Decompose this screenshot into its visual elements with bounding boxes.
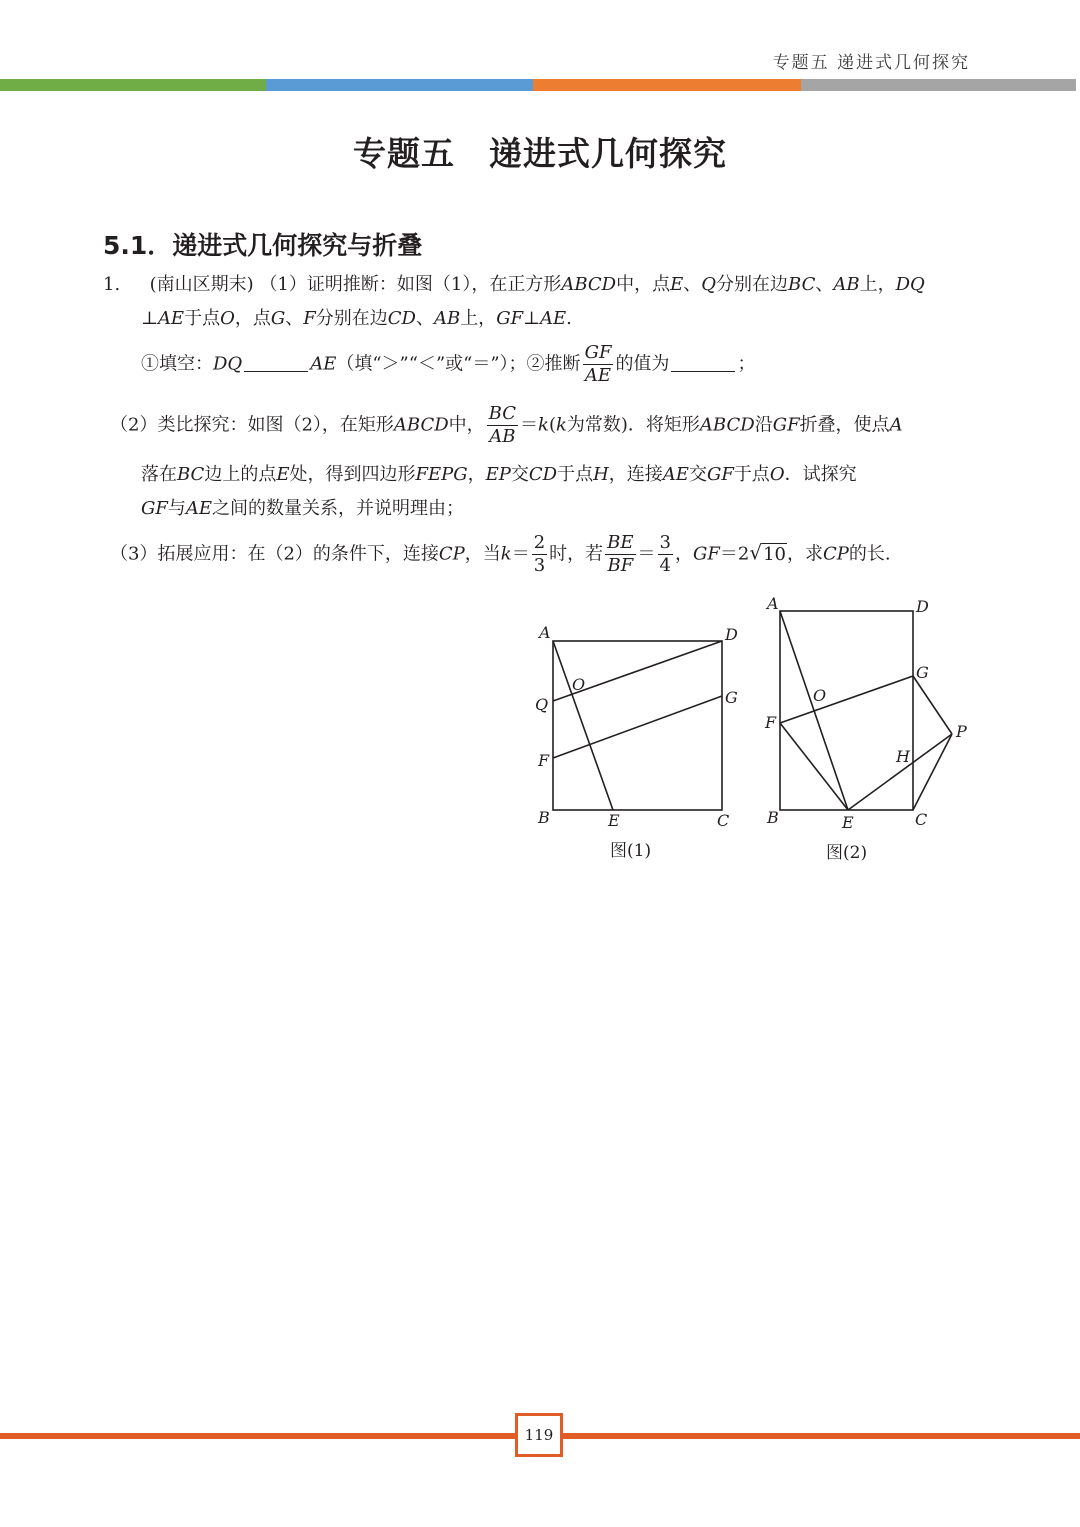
square-abcd xyxy=(553,641,722,810)
label-B: B xyxy=(767,808,779,827)
label-G: G xyxy=(725,688,738,707)
text: ( xyxy=(548,414,556,436)
problem-number: 1. xyxy=(103,274,121,295)
fraction-numerator: 3 xyxy=(659,532,671,553)
text: 于点 xyxy=(184,308,221,329)
segment-ae xyxy=(553,641,613,810)
label-D: D xyxy=(725,625,738,644)
math-symbol: CD xyxy=(528,464,558,485)
segment-fe xyxy=(780,723,848,810)
segment-fg xyxy=(780,676,913,723)
text: ⊥ xyxy=(523,308,540,329)
color-bar-green xyxy=(0,79,266,91)
sqrt-radicand: 10 xyxy=(763,543,786,565)
text: 之间的数量关系，并说明理由； xyxy=(212,498,465,519)
math-symbol: k xyxy=(538,414,549,436)
text: 、 xyxy=(285,308,304,329)
math-symbol: DQ xyxy=(213,353,243,375)
figure-1 xyxy=(553,641,722,810)
segment-ep xyxy=(848,734,952,810)
problem-line-2 xyxy=(141,307,572,331)
text: ．试探究 xyxy=(784,464,857,485)
text: ； xyxy=(737,353,756,375)
label-C: C xyxy=(717,811,730,830)
math-symbol: DQ xyxy=(895,274,925,295)
text: 分别在边 xyxy=(315,308,388,329)
math-symbol: k xyxy=(555,414,567,436)
label-C: C xyxy=(915,810,928,829)
text: 边上的点 xyxy=(204,464,277,485)
text: （2）类比探究：如图（2），在矩形 xyxy=(110,414,394,436)
math-symbol: FEPG xyxy=(415,464,468,485)
figures xyxy=(525,590,985,874)
fraction-denominator: 4 xyxy=(659,555,671,576)
math-symbol: BC xyxy=(788,274,816,295)
math-symbol: EP xyxy=(485,464,511,485)
math-symbol: H xyxy=(593,464,609,485)
fraction-two-thirds xyxy=(532,532,547,577)
text: 落在 xyxy=(141,464,177,485)
problem-part2-line-2 xyxy=(141,463,857,487)
fraction-three-quarters xyxy=(658,532,673,577)
label-D: D xyxy=(916,597,929,616)
label-E: E xyxy=(842,813,854,832)
label-B: B xyxy=(538,808,550,827)
label-A: A xyxy=(539,623,551,642)
problem-part2-line-1 xyxy=(110,403,903,448)
fraction-numerator: BC xyxy=(488,403,517,424)
math-symbol: CP xyxy=(438,543,465,565)
math-symbol: GF xyxy=(496,308,524,329)
problem-source: (南山区期末) xyxy=(149,274,254,295)
section-heading: 5.1．递进式几何探究与折叠 xyxy=(103,231,423,260)
math-symbol: GF xyxy=(706,464,734,485)
label-O: O xyxy=(572,675,586,694)
segment-fg xyxy=(553,696,722,758)
label-F: F xyxy=(538,751,550,770)
math-symbol: A xyxy=(889,414,903,436)
text: . xyxy=(566,308,572,329)
text: 于点 xyxy=(557,464,594,485)
figure-2 xyxy=(780,611,952,810)
text: ， xyxy=(467,464,486,485)
text: 分别在边 xyxy=(716,274,789,295)
math-symbol: ABCD xyxy=(393,414,449,436)
math-symbol: AE xyxy=(540,308,567,329)
fraction-bc-over-ab xyxy=(487,403,518,448)
math-symbol: BC xyxy=(177,464,205,485)
text: 于点 xyxy=(733,464,770,485)
text: （3）拓展应用：在（2）的条件下，连接 xyxy=(110,543,439,565)
text: （填“＞”“＜”或“＝”）；②推断 xyxy=(336,353,581,375)
answer-blank xyxy=(244,353,308,372)
label-E: E xyxy=(608,811,620,830)
label-O: O xyxy=(813,686,827,705)
math-symbol: Q xyxy=(701,274,717,295)
math-symbol: AE xyxy=(157,308,185,329)
text: ，连接 xyxy=(608,464,663,485)
fraction-denominator: BF xyxy=(607,555,634,576)
page-number: 119 xyxy=(515,1413,563,1457)
text: 交 xyxy=(688,464,707,485)
text: 折叠，使点 xyxy=(799,414,890,436)
text: 为常数)．将矩形 xyxy=(566,414,700,436)
text: 中，点 xyxy=(616,274,671,295)
label-H: H xyxy=(896,747,910,766)
math-symbol: AE xyxy=(185,498,213,519)
math-symbol: k xyxy=(500,543,512,565)
text: （1）证明推断：如图（1），在正方形 xyxy=(259,274,562,295)
segment-gp xyxy=(913,676,952,734)
text: ，当 xyxy=(464,543,501,565)
fraction-numerator: BE xyxy=(607,532,634,553)
math-symbol: E xyxy=(276,464,290,485)
rectangle-abcd xyxy=(780,611,913,810)
math-symbol: E xyxy=(670,274,684,295)
text: 、 xyxy=(815,274,834,295)
text: ，求 xyxy=(786,543,823,565)
text: ＝ xyxy=(511,543,530,565)
math-symbol: GF xyxy=(772,414,800,436)
fraction-denominator: AE xyxy=(584,365,612,386)
geometry-figures xyxy=(525,590,985,870)
math-symbol: GF xyxy=(693,543,720,565)
fraction-denominator: 3 xyxy=(533,555,546,576)
text: 、 xyxy=(683,274,702,295)
problem-line-1 xyxy=(103,273,925,297)
math-symbol: ABCD xyxy=(699,414,755,436)
text: ⊥ xyxy=(141,308,158,329)
problem-part2-line-3 xyxy=(141,497,464,521)
label-P: P xyxy=(956,722,967,741)
text: 时，若 xyxy=(549,543,604,565)
text: ，点 xyxy=(234,308,271,329)
figure-2-caption: 图(2) xyxy=(826,843,868,863)
label-G: G xyxy=(916,663,929,682)
running-header: 专题五 递进式几何探究 xyxy=(772,53,970,73)
math-symbol: CD xyxy=(387,308,416,329)
math-symbol: AE xyxy=(310,353,337,375)
color-bar-gray xyxy=(801,79,1076,91)
header-color-bar xyxy=(0,79,1076,91)
segment-pc xyxy=(913,734,952,810)
math-symbol: GF xyxy=(141,498,168,519)
text: ＝2 xyxy=(719,543,750,565)
problem-fill-line xyxy=(141,342,755,387)
math-symbol: AB xyxy=(433,308,461,329)
fraction-denominator: AB xyxy=(489,426,516,447)
math-symbol: ABCD xyxy=(561,274,617,295)
fraction-gf-over-ae xyxy=(583,342,614,387)
fraction-be-over-bf xyxy=(605,532,635,577)
text: 中， xyxy=(448,414,485,436)
label-F: F xyxy=(765,713,777,732)
math-symbol: F xyxy=(303,308,316,329)
text: 沿 xyxy=(754,414,773,436)
math-symbol: AE xyxy=(662,464,689,485)
fraction-numerator: GF xyxy=(584,342,612,363)
figure-2-labels xyxy=(764,594,967,863)
text: 交 xyxy=(510,464,529,485)
math-symbol: CP xyxy=(822,543,849,565)
text: ＝ xyxy=(520,414,539,436)
text: 上， xyxy=(460,308,497,329)
math-symbol: O xyxy=(769,464,785,485)
text: 的长. xyxy=(848,543,891,565)
text: ＝ xyxy=(637,543,656,565)
sqrt-sign: √ xyxy=(749,540,763,565)
text: 、 xyxy=(415,308,434,329)
fraction-numerator: 2 xyxy=(533,532,546,553)
page-title: 专题五 递进式几何探究 xyxy=(353,134,727,173)
answer-blank xyxy=(671,353,735,372)
problem-part3-line xyxy=(110,532,891,577)
label-Q: Q xyxy=(535,695,549,714)
label-A: A xyxy=(767,594,779,613)
text: 处，得到四边形 xyxy=(289,464,416,485)
text: ， xyxy=(675,543,693,565)
figure-1-labels xyxy=(535,623,738,861)
math-symbol: G xyxy=(270,308,286,329)
math-symbol: O xyxy=(220,308,235,329)
figure-1-caption: 图(1) xyxy=(610,841,652,861)
text: ①填空： xyxy=(141,353,213,375)
math-symbol: AB xyxy=(833,274,860,295)
color-bar-orange xyxy=(533,79,801,91)
text: 与 xyxy=(167,498,186,519)
text: 的值为 xyxy=(615,353,670,375)
color-bar-blue xyxy=(266,79,533,91)
text: 上， xyxy=(859,274,896,295)
